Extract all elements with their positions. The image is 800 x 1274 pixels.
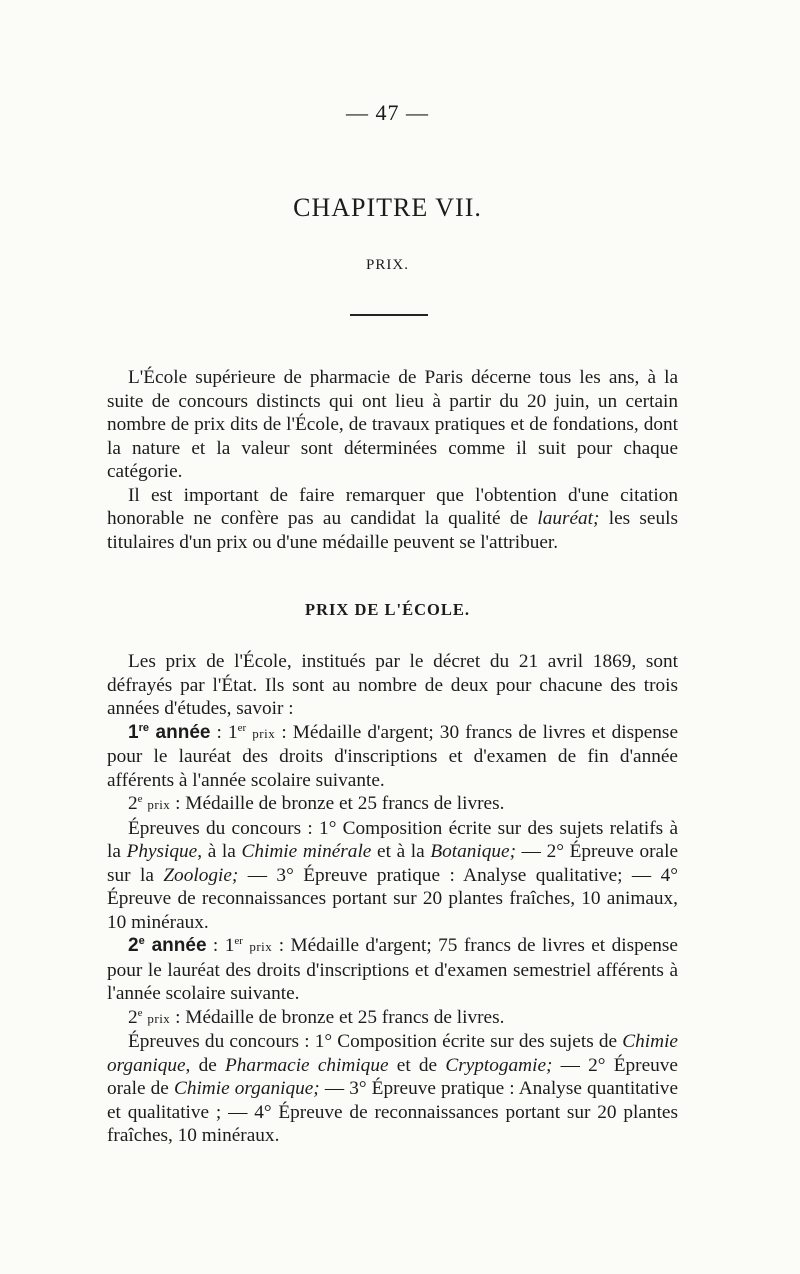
divider-rule bbox=[350, 314, 428, 316]
section-title: PRIX. bbox=[366, 257, 409, 273]
intro-paragraph-1: L'École supérieure de pharmacie de Paris décerne tous les ans, à la suite de concours distincts qui ont lieu à partir du 20 juin, un certain nombre de prix dits de l'École, de travaux pratiques et de fondations, dont la nature et la valeur sont déterminées comme il suit pour chaque catégorie. bbox=[107, 367, 678, 482]
year1-prix2-paragraph: 2e prix : Médaille de bronze et 25 francs de livres. bbox=[128, 793, 505, 814]
prix-ecole-text bbox=[107, 650, 678, 1148]
intro-paragraph-2: Il est important de faire remarquer que l'obtention d'une citation honorable ne confère pas au candidat la qualité de lauréat; les seuls titulaires d'un prix ou d'une médaille peuvent se l'attribuer. bbox=[107, 484, 678, 553]
page-number: — 47 — bbox=[346, 100, 429, 125]
year2-epreuves-paragraph: Épreuves du concours : 1° Composition écrite sur des sujets de Chimie organique, de Pharmacie chimique et de Cryptogamie; — 2° Épreuve orale de Chimie organique; — 3° Épreuve pratique : Analyse quantitative et qualitative ; — 4° Épreuve de reconnaissances portant sur 20 plantes fraîches, 10 minéraux. bbox=[107, 1031, 679, 1146]
year2-label: 2e année bbox=[128, 935, 207, 956]
ecole-intro-paragraph: Les prix de l'École, institués par le décret du 21 avril 1869, sont défrayés par l'État. Ils sont au nombre de deux pour chacune des trois années d'études, savoir : bbox=[107, 651, 678, 719]
subsection-title: PRIX DE L'ÉCOLE. bbox=[305, 600, 470, 619]
year2-prix1-paragraph: 2e année : 1er prix : Médaille d'argent; 75 francs de livres et dispense pour le lauréat des droits d'inscriptions et d'examen semestriel afférents à l'année scolaire suivante. bbox=[107, 935, 678, 1004]
year2-prix2-paragraph: 2e prix : Médaille de bronze et 25 francs de livres. bbox=[128, 1006, 505, 1028]
intro-text bbox=[107, 366, 678, 554]
year1-prix1-paragraph: 1re année : 1er prix : Médaille d'argent; 30 francs de livres et dispense pour le lauréat des droits d'inscriptions et d'examen de fin d'année afférents à l'année scolaire suivante. bbox=[107, 721, 678, 791]
year1-epreuves-paragraph: Épreuves du concours : 1° Composition écrite sur des sujets relatifs à la Physique, à la Chimie minérale et à la Botanique; — 2° Épreuve orale sur la Zoologie; — 3° Épreuve pratique : Analyse qualitative; — 4° Épreuve de reconnaissances portant sur 20 plantes fraîches, 10 animaux, 10 minéraux. bbox=[107, 817, 679, 933]
year1-label: 1re année bbox=[128, 721, 211, 743]
chapter-title: CHAPITRE VII. bbox=[293, 193, 482, 222]
